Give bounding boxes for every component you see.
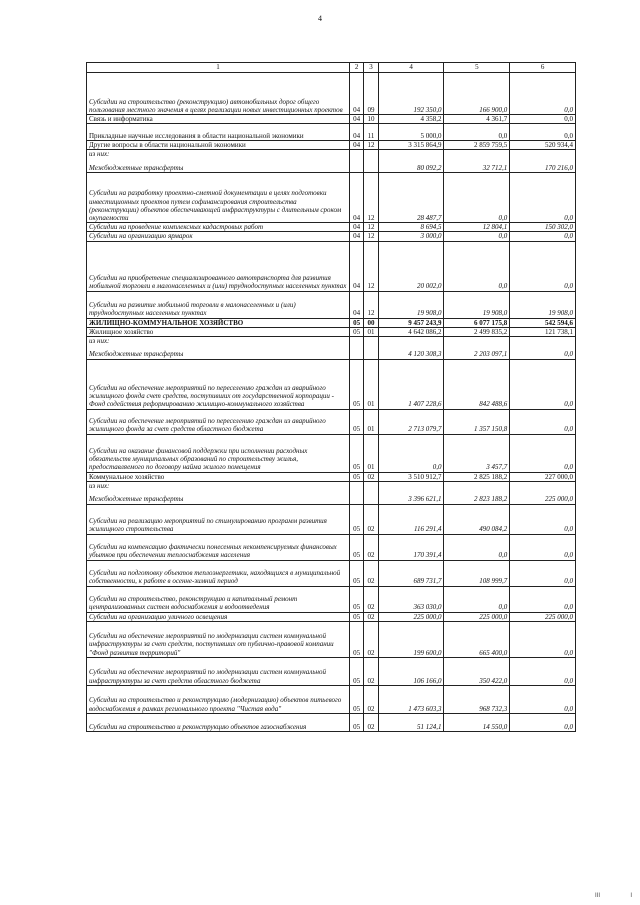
row-value-col6-cell: 0,0	[510, 560, 576, 586]
row-name-cell: Субсидии на развитие мобильной торговли в малонаселенных и (или) труднодоступных населенных пунктах	[87, 291, 350, 318]
row-name-cell: Субсидии на строительство, реконструкцию и капитальный ремонт централизованных систем водоснабжения и водоотведения	[87, 586, 350, 612]
row-section-code-cell: 05	[349, 504, 363, 534]
table-row	[87, 359, 576, 409]
row-value-col5-cell: 108 999,7	[444, 560, 510, 586]
row-value-col5-cell: 3 457,7	[444, 434, 510, 472]
row-name-cell: Субсидии на приобретение специализированного автотранспорта для развития мобильной торговли в малонаселенных и (или) труднодоступных населенных пунктах	[87, 241, 350, 291]
row-value-col4-cell: 363 030,0	[378, 586, 444, 612]
row-subsection-code-cell: 02	[364, 504, 378, 534]
table-row	[87, 241, 576, 291]
row-subsection-code-cell: 02	[364, 560, 378, 586]
table-row	[87, 504, 576, 534]
row-value-col5-cell: 4 361,7	[444, 115, 510, 124]
header-cell: 1	[87, 63, 350, 73]
row-section-code-cell: 05	[349, 586, 363, 612]
row-value-col6-cell: 121 738,1	[510, 327, 576, 336]
row-name-cell: из них:	[87, 336, 350, 345]
row-subsection-code-cell: 09	[364, 73, 378, 115]
row-value-col5-cell: 2 825 188,2	[444, 472, 510, 481]
row-value-col5-cell: 12 804,1	[444, 223, 510, 232]
row-value-col5-cell: 665 400,0	[444, 621, 510, 657]
row-value-col6-cell: 542 594,6	[510, 318, 576, 327]
row-name-cell: Субсидии на компенсацию фактически понесенных некомпенсируемых финансовых убытков при обеспечении теплоснабжения населения	[87, 534, 350, 560]
row-name-cell: Связь и информатика	[87, 115, 350, 124]
row-value-col6-cell: 19 908,0	[510, 291, 576, 318]
row-section-code-cell: 05	[349, 434, 363, 472]
row-subsection-code-cell: 12	[364, 141, 378, 150]
row-subsection-code-cell: 02	[364, 685, 378, 713]
row-value-col6-cell: 0,0	[510, 232, 576, 241]
table-body	[87, 73, 576, 732]
table-row	[87, 713, 576, 731]
row-value-col6-cell: 0,0	[510, 73, 576, 115]
row-value-col5-cell: 2 823 188,2	[444, 490, 510, 504]
row-value-col4-cell: 225 000,0	[378, 612, 444, 621]
row-section-code-cell: 04	[349, 223, 363, 232]
table-row	[87, 141, 576, 150]
table-row	[87, 409, 576, 434]
row-value-col6-cell: 0,0	[510, 621, 576, 657]
table-row	[87, 232, 576, 241]
header-cell: 4	[378, 63, 444, 73]
page-number: 4	[318, 14, 322, 23]
row-subsection-code-cell	[364, 490, 378, 504]
row-section-code-cell	[349, 159, 363, 173]
row-value-col4-cell: 3 000,0	[378, 232, 444, 241]
table-row	[87, 612, 576, 621]
header-cell: 2	[349, 63, 363, 73]
row-value-col5-cell: 32 712,1	[444, 159, 510, 173]
table-row	[87, 560, 576, 586]
row-subsection-code-cell: 02	[364, 612, 378, 621]
row-subsection-code-cell: 02	[364, 657, 378, 685]
row-value-col5-cell: 0,0	[444, 586, 510, 612]
row-value-col6-cell: 170 216,0	[510, 159, 576, 173]
row-value-col6-cell: 225 000,0	[510, 612, 576, 621]
row-value-col4-cell: 8 694,5	[378, 223, 444, 232]
row-value-col5-cell: 968 732,3	[444, 685, 510, 713]
table-row	[87, 291, 576, 318]
row-value-col4-cell: 116 291,4	[378, 504, 444, 534]
row-subsection-code-cell: 12	[364, 232, 378, 241]
row-value-col4-cell: 9 457 243,9	[378, 318, 444, 327]
row-subsection-code-cell: 02	[364, 713, 378, 731]
row-name-cell: Межбюджетные трансферты	[87, 490, 350, 504]
row-name-cell: Субсидии на разработку проектно-сметной документации в целях подготовки инвестиционных проектов путем софинансирования строительства (реконструкции) объектов обеспечивающей инфраструктуры с длительным сроком окупаемости	[87, 173, 350, 223]
row-value-col5-cell: 0,0	[444, 232, 510, 241]
table-row	[87, 223, 576, 232]
row-subsection-code-cell: 01	[364, 434, 378, 472]
row-name-cell: Субсидии на обеспечение мероприятий по переселению граждан из аварийного жилищного фонда счет средств, поступивших от государственной корпорации - Фонд содействия реформированию жилищно-коммунального хозяйства	[87, 359, 350, 409]
row-value-col4-cell: 1 473 603,3	[378, 685, 444, 713]
row-section-code-cell: 05	[349, 685, 363, 713]
row-value-col4-cell: 3 396 621,1	[378, 490, 444, 504]
row-section-code-cell: 04	[349, 173, 363, 223]
row-value-col5-cell: 225 000,0	[444, 612, 510, 621]
row-value-col5-cell: 2 203 097,1	[444, 345, 510, 359]
row-subsection-code-cell: 02	[364, 472, 378, 481]
row-name-cell: Субсидии на обеспечение мероприятий по модернизации систем коммунальной инфраструктуры за счет средств, поступивших от публично-правовой компании "Фонд развития территорий"	[87, 621, 350, 657]
row-value-col5-cell	[444, 481, 510, 490]
row-name-cell: ЖИЛИЩНО-КОММУНАЛЬНОЕ ХОЗЯЙСТВО	[87, 318, 350, 327]
row-section-code-cell: 05	[349, 327, 363, 336]
row-section-code-cell: 05	[349, 621, 363, 657]
footer-mark: III	[594, 893, 600, 899]
row-value-col5-cell: 166 900,0	[444, 73, 510, 115]
table-row	[87, 586, 576, 612]
row-section-code-cell: 05	[349, 359, 363, 409]
row-value-col6-cell: 0,0	[510, 534, 576, 560]
row-value-col4-cell: 4 358,2	[378, 115, 444, 124]
row-value-col4-cell: 689 731,7	[378, 560, 444, 586]
row-name-cell: Жилищное хозяйство	[87, 327, 350, 336]
row-section-code-cell: 04	[349, 141, 363, 150]
row-name-cell: из них:	[87, 150, 350, 159]
row-section-code-cell: 05	[349, 713, 363, 731]
row-value-col5-cell: 490 084,2	[444, 504, 510, 534]
row-value-col6-cell	[510, 150, 576, 159]
row-value-col4-cell: 19 908,0	[378, 291, 444, 318]
footer-mark: I	[630, 893, 632, 899]
table-row	[87, 685, 576, 713]
row-name-cell: Субсидии на строительство (реконструкцию) автомобильных дорог общего пользования местного значения в целях реализации новых инвестиционных проектов	[87, 73, 350, 115]
row-value-col6-cell: 0,0	[510, 685, 576, 713]
row-subsection-code-cell: 10	[364, 115, 378, 124]
row-value-col4-cell	[378, 336, 444, 345]
table-row	[87, 327, 576, 336]
row-section-code-cell: 04	[349, 115, 363, 124]
row-section-code-cell: 04	[349, 241, 363, 291]
row-value-col5-cell: 0,0	[444, 173, 510, 223]
row-value-col6-cell: 0,0	[510, 115, 576, 124]
row-value-col5-cell	[444, 336, 510, 345]
table-row	[87, 657, 576, 685]
row-value-col6-cell: 150 302,0	[510, 223, 576, 232]
table-row	[87, 73, 576, 115]
row-subsection-code-cell	[364, 481, 378, 490]
row-section-code-cell	[349, 336, 363, 345]
row-value-col4-cell: 5 000,0	[378, 124, 444, 141]
row-value-col4-cell: 3 315 864,9	[378, 141, 444, 150]
row-value-col6-cell: 0,0	[510, 713, 576, 731]
row-value-col6-cell: 0,0	[510, 434, 576, 472]
row-value-col4-cell: 170 391,4	[378, 534, 444, 560]
row-subsection-code-cell: 01	[364, 409, 378, 434]
table-row	[87, 318, 576, 327]
row-value-col4-cell: 106 166,0	[378, 657, 444, 685]
row-value-col6-cell: 0,0	[510, 345, 576, 359]
row-value-col4-cell	[378, 481, 444, 490]
table-row	[87, 434, 576, 472]
table-row	[87, 481, 576, 490]
row-subsection-code-cell: 02	[364, 621, 378, 657]
budget-table	[86, 62, 576, 732]
header-cell: 6	[510, 63, 576, 73]
row-value-col6-cell	[510, 481, 576, 490]
row-value-col4-cell: 0,0	[378, 434, 444, 472]
row-subsection-code-cell	[364, 150, 378, 159]
table-row	[87, 115, 576, 124]
row-subsection-code-cell: 12	[364, 291, 378, 318]
row-value-col4-cell: 4 642 086,2	[378, 327, 444, 336]
row-subsection-code-cell	[364, 336, 378, 345]
row-name-cell: Субсидии на строительство и реконструкцию объектов газоснабжения	[87, 713, 350, 731]
row-subsection-code-cell: 11	[364, 124, 378, 141]
row-value-col5-cell: 2 499 835,2	[444, 327, 510, 336]
row-value-col5-cell: 1 357 150,8	[444, 409, 510, 434]
row-name-cell: Субсидии на организацию уличного освещения	[87, 612, 350, 621]
table-row	[87, 345, 576, 359]
row-value-col4-cell: 20 002,0	[378, 241, 444, 291]
row-value-col4-cell: 51 124,1	[378, 713, 444, 731]
table-row	[87, 621, 576, 657]
row-value-col5-cell: 0,0	[444, 534, 510, 560]
row-name-cell: Субсидии на обеспечение мероприятий по модернизации систем коммунальной инфраструктуры за счет средств областного бюджета	[87, 657, 350, 685]
row-section-code-cell: 05	[349, 560, 363, 586]
table-row	[87, 159, 576, 173]
row-value-col6-cell: 0,0	[510, 241, 576, 291]
table-row	[87, 472, 576, 481]
row-value-col4-cell: 192 350,0	[378, 73, 444, 115]
row-subsection-code-cell: 12	[364, 173, 378, 223]
row-section-code-cell	[349, 345, 363, 359]
row-subsection-code-cell	[364, 345, 378, 359]
table-row	[87, 534, 576, 560]
row-value-col5-cell: 2 859 759,5	[444, 141, 510, 150]
row-value-col5-cell	[444, 150, 510, 159]
row-section-code-cell: 05	[349, 472, 363, 481]
row-subsection-code-cell: 00	[364, 318, 378, 327]
row-value-col5-cell: 19 908,0	[444, 291, 510, 318]
row-section-code-cell: 05	[349, 534, 363, 560]
row-value-col6-cell: 0,0	[510, 409, 576, 434]
row-value-col4-cell: 3 510 912,7	[378, 472, 444, 481]
row-section-code-cell: 04	[349, 291, 363, 318]
row-value-col6-cell: 0,0	[510, 586, 576, 612]
row-value-col5-cell: 6 077 175,8	[444, 318, 510, 327]
row-name-cell: Субсидии на проведение комплексных кадастровых работ	[87, 223, 350, 232]
table-header-row	[87, 63, 576, 73]
row-value-col6-cell: 225 000,0	[510, 490, 576, 504]
row-section-code-cell: 04	[349, 73, 363, 115]
row-value-col5-cell: 0,0	[444, 124, 510, 141]
table-row	[87, 490, 576, 504]
row-value-col4-cell: 199 600,0	[378, 621, 444, 657]
row-section-code-cell	[349, 150, 363, 159]
row-value-col4-cell: 4 120 308,3	[378, 345, 444, 359]
table-row	[87, 336, 576, 345]
table-row	[87, 124, 576, 141]
row-name-cell: Другие вопросы в области национальной экономики	[87, 141, 350, 150]
row-name-cell: Прикладные научные исследования в области национальной экономики	[87, 124, 350, 141]
row-section-code-cell	[349, 481, 363, 490]
row-value-col6-cell: 227 000,0	[510, 472, 576, 481]
row-subsection-code-cell: 12	[364, 223, 378, 232]
row-name-cell: Межбюджетные трансферты	[87, 159, 350, 173]
row-value-col6-cell	[510, 336, 576, 345]
row-section-code-cell: 05	[349, 409, 363, 434]
row-name-cell: Субсидии на реализацию мероприятий по стимулированию программ развития жилищного строительства	[87, 504, 350, 534]
row-name-cell: Межбюджетные трансферты	[87, 345, 350, 359]
row-name-cell: Коммунальное хозяйство	[87, 472, 350, 481]
row-name-cell: Субсидии на строительство и реконструкцию (модернизацию) объектов питьевого водоснабжения в рамках регионального проекта "Чистая вода"	[87, 685, 350, 713]
row-name-cell: из них:	[87, 481, 350, 490]
row-name-cell: Субсидии на оказание финансовой поддержки при исполнении расходных обязательств муниципальных образований по строительству жилья, предоставляемого по договору найма жилого помещения	[87, 434, 350, 472]
header-cell: 3	[364, 63, 378, 73]
row-subsection-code-cell: 12	[364, 241, 378, 291]
table-row	[87, 150, 576, 159]
row-section-code-cell: 05	[349, 318, 363, 327]
row-value-col6-cell: 0,0	[510, 657, 576, 685]
row-section-code-cell: 04	[349, 232, 363, 241]
row-name-cell: Субсидии на обеспечение мероприятий по переселению граждан из аварийного жилищного фонда за счет средств областного бюджета	[87, 409, 350, 434]
row-section-code-cell: 05	[349, 612, 363, 621]
row-name-cell: Субсидии на организацию ярмарок	[87, 232, 350, 241]
row-value-col4-cell: 1 407 228,6	[378, 359, 444, 409]
row-name-cell: Субсидии на подготовку объектов теплоэнергетики, находящихся в муниципальной собственности, к работе в осенне-зимний период	[87, 560, 350, 586]
row-value-col5-cell: 350 422,0	[444, 657, 510, 685]
row-value-col4-cell: 80 092,2	[378, 159, 444, 173]
row-subsection-code-cell: 02	[364, 586, 378, 612]
row-value-col6-cell: 0,0	[510, 504, 576, 534]
row-section-code-cell	[349, 490, 363, 504]
row-value-col5-cell: 14 550,0	[444, 713, 510, 731]
row-subsection-code-cell: 02	[364, 534, 378, 560]
row-value-col4-cell: 2 713 079,7	[378, 409, 444, 434]
row-value-col6-cell: 0,0	[510, 124, 576, 141]
row-value-col5-cell: 0,0	[444, 241, 510, 291]
row-subsection-code-cell: 01	[364, 327, 378, 336]
row-section-code-cell: 05	[349, 657, 363, 685]
row-subsection-code-cell: 01	[364, 359, 378, 409]
row-value-col6-cell: 520 934,4	[510, 141, 576, 150]
row-value-col4-cell	[378, 150, 444, 159]
row-value-col4-cell: 28 487,7	[378, 173, 444, 223]
table-row	[87, 173, 576, 223]
row-value-col6-cell: 0,0	[510, 359, 576, 409]
row-value-col6-cell: 0,0	[510, 173, 576, 223]
row-value-col5-cell: 842 488,6	[444, 359, 510, 409]
row-section-code-cell: 04	[349, 124, 363, 141]
row-subsection-code-cell	[364, 159, 378, 173]
header-cell: 5	[444, 63, 510, 73]
